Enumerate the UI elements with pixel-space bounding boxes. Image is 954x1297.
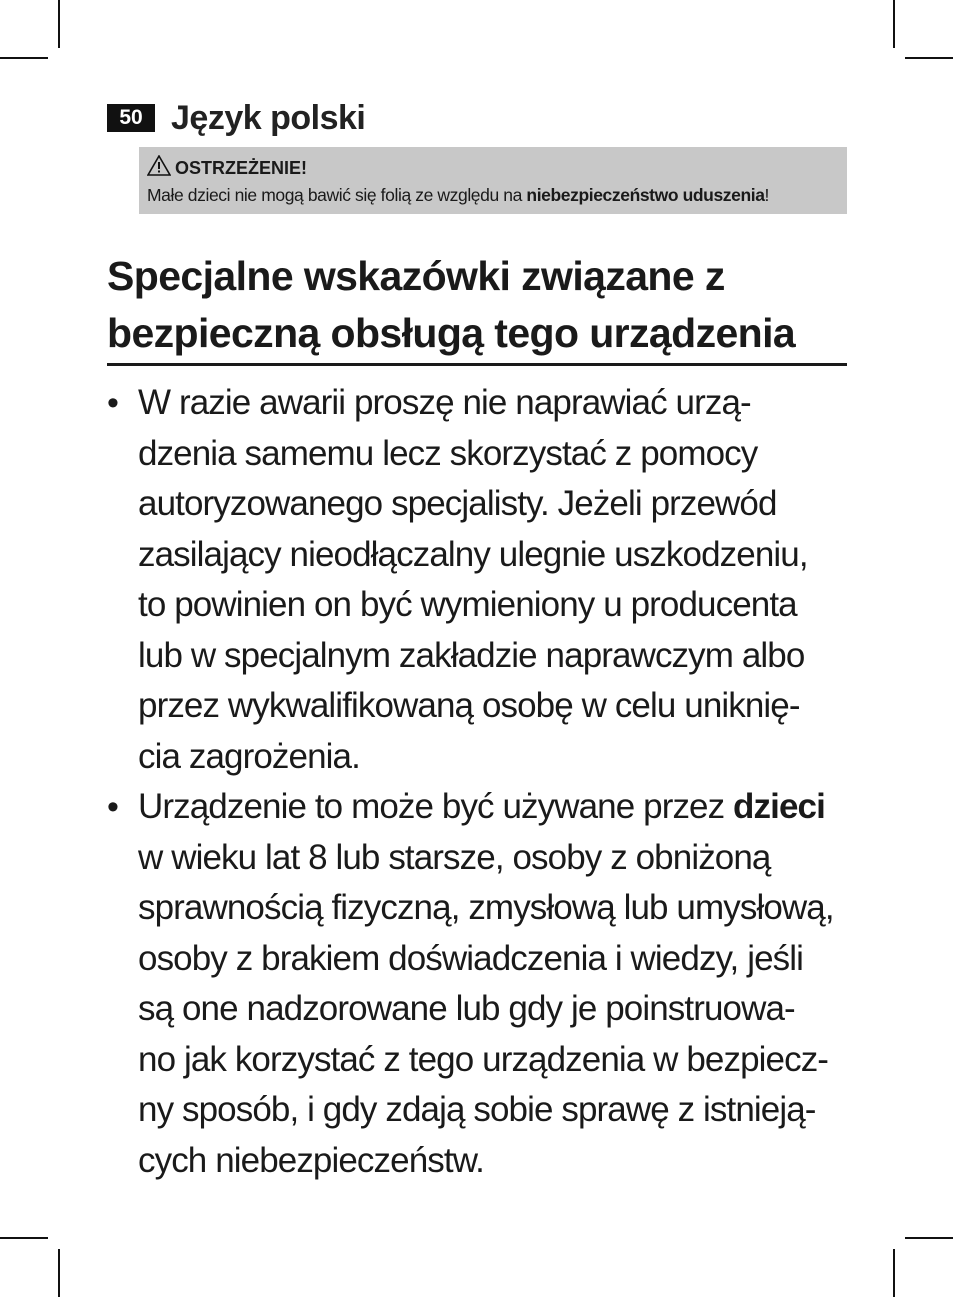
section-title-line-1: Specjalne wskazówki związane z bbox=[107, 253, 725, 299]
bullet-dot: • bbox=[107, 384, 119, 422]
list-item bbox=[107, 378, 857, 782]
crop-mark-top-right-h bbox=[905, 57, 953, 59]
crop-mark-bottom-left-v bbox=[58, 1249, 60, 1297]
bullet-2-line: sprawnością fizyczną, zmysłową lub umysłową, bbox=[138, 888, 834, 927]
bullet-2-first-line bbox=[138, 782, 857, 833]
bullet-2-line: w wieku lat 8 lub starsze, osoby z obniżoną bbox=[138, 837, 771, 877]
page-header bbox=[107, 98, 365, 138]
warning-triangle-icon bbox=[147, 155, 175, 181]
crop-mark-bottom-right-h bbox=[905, 1237, 953, 1239]
warning-title: OSTRZEŻENIE! bbox=[175, 157, 308, 178]
warning-text-before: Małe dzieci nie mogą bawić się folią ze względu na bbox=[147, 185, 527, 205]
bullet-1-line: autoryzowanego specjalisty. Jeżeli przewód bbox=[138, 484, 777, 523]
bullet-1-line: cia zagrożenia. bbox=[138, 736, 360, 776]
list-item bbox=[107, 782, 857, 1186]
language-title: Język polski bbox=[171, 98, 366, 137]
bullet-1-line: zasilający nieodłączalny ulegnie uszkodzeniu, bbox=[138, 534, 808, 574]
bullet-2-line: no jak korzystać z tego urządzenia w bezpiecz- bbox=[138, 1039, 829, 1079]
crop-mark-bottom-right-v bbox=[893, 1249, 895, 1297]
bullet-1-line: to powinien on być wymieniony u producenta bbox=[138, 585, 797, 624]
bullet-2-line: są one nadzorowane lub gdy je poinstruowa- bbox=[138, 989, 795, 1028]
bullet-2-line: osoby z brakiem doświadczenia i wiedzy, jeśli bbox=[138, 938, 803, 978]
bullet-list bbox=[107, 378, 857, 1186]
warning-box bbox=[139, 147, 847, 214]
section-title bbox=[107, 248, 847, 362]
warning-text bbox=[147, 185, 839, 206]
crop-mark-top-left-v bbox=[58, 0, 60, 48]
bullet-1-line: dzenia samemu lecz skorzystać z pomocy bbox=[138, 433, 758, 473]
bullet-2-first-bold: dzieci bbox=[733, 787, 825, 826]
bullet-dot: • bbox=[107, 788, 119, 826]
bullet-2-line: ny sposób, i gdy zdają sobie sprawę z istnieją- bbox=[138, 1090, 816, 1129]
warning-text-bold: niebezpieczeństwo uduszenia bbox=[526, 185, 765, 205]
page-number: 50 bbox=[107, 104, 155, 132]
bullet-2-first-text: Urządzenie to może być używane przez bbox=[138, 787, 734, 826]
bullet-1-line: W razie awarii proszę nie naprawiać urzą- bbox=[138, 383, 751, 422]
bullet-1-line: lub w specjalnym zakładzie naprawczym albo bbox=[138, 635, 805, 675]
crop-mark-top-right-v bbox=[893, 0, 895, 48]
section-rule bbox=[107, 363, 847, 366]
section-title-line-2: bezpieczną obsługą tego urządzenia bbox=[107, 310, 796, 356]
bullet-2-line: cych niebezpieczeństw. bbox=[138, 1140, 484, 1180]
bullet-1-line: przez wykwalifikowaną osobę w celu uniknię- bbox=[138, 686, 800, 725]
warning-heading bbox=[147, 155, 839, 181]
crop-mark-top-left-h bbox=[0, 57, 48, 59]
warning-text-after: ! bbox=[764, 185, 770, 205]
crop-mark-bottom-left-h bbox=[0, 1237, 48, 1239]
